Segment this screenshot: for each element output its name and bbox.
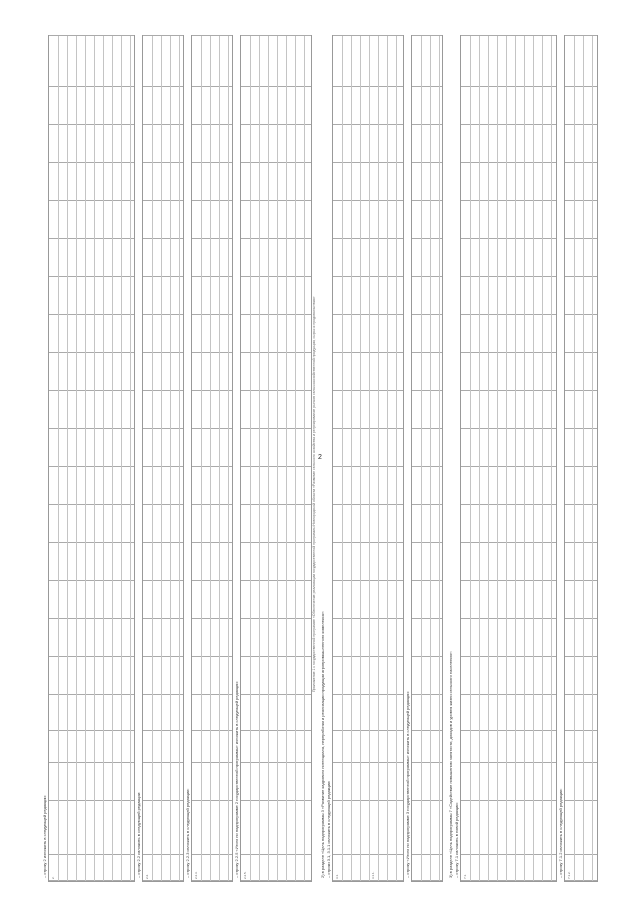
grid-column-line: [333, 162, 403, 163]
grid-row-line: [387, 36, 388, 881]
grid-column-line: [192, 800, 232, 801]
grid-column-line: [192, 466, 232, 467]
grid-column-line: [333, 800, 403, 801]
grid-row-line: [201, 36, 202, 881]
header-note: Приложение 1 к государственной программе «Обеспечение реализации государственной программы Новгородской области «Развитие сельского хозяйства и регулирование рынков сельскохозяйственной продукции, сырья и продовольствия»: [312, 296, 316, 692]
grid-column-line: [143, 618, 183, 619]
table-row-3-1: [332, 35, 404, 882]
grid-column-line: [143, 762, 183, 763]
grid-column-line: [143, 428, 183, 429]
grid-row-line: [304, 36, 305, 881]
grid-column-line: [192, 730, 232, 731]
grid-row-line: [250, 36, 251, 881]
table-row-2-2-5: [240, 35, 312, 882]
grid-column-line: [333, 86, 403, 87]
grid-row-line: [210, 36, 211, 881]
grid-column-line: [241, 694, 311, 695]
grid-column-line: [143, 656, 183, 657]
caption-row-2: – строку 2 изложить в следующей редакции:: [42, 795, 47, 878]
grid-column-line: [333, 276, 403, 277]
grid-column-line: [143, 580, 183, 581]
grid-column-line: [192, 656, 232, 657]
grid-column-line: [412, 86, 442, 87]
grid-row-line: [369, 36, 370, 881]
grid-column-line: [241, 352, 311, 353]
caption-row-7-1: – строку 7.1 изложить в новой редакции:: [454, 802, 459, 878]
grid-row-line: [470, 36, 471, 881]
grid-row-line: [76, 36, 77, 881]
caption-row-2-2: – строку 2.2 изложить в следующей редакции:: [136, 791, 141, 878]
grid-column-line: [333, 466, 403, 467]
grid-column-line: [412, 352, 442, 353]
table-total-3: [411, 35, 443, 882]
grid-row-line: [360, 36, 361, 881]
grid-column-line: [333, 504, 403, 505]
grid-column-line: [412, 854, 442, 855]
grid-column-line: [192, 580, 232, 581]
grid-column-line: [192, 352, 232, 353]
grid-row-line: [259, 36, 260, 881]
grid-row-line: [506, 36, 507, 881]
grid-row-line: [103, 36, 104, 881]
grid-column-line: [192, 428, 232, 429]
grid-column-line: [143, 276, 183, 277]
grid-column-line: [143, 35, 183, 36]
grid-row-line: [277, 36, 278, 881]
grid-column-line: [412, 730, 442, 731]
row-code: 2.: [51, 876, 55, 879]
grid-column-line: [192, 694, 232, 695]
row-code: 7.1.2.: [567, 871, 571, 879]
grid-column-line: [241, 35, 311, 36]
grid-row-line: [295, 36, 296, 881]
grid-column-line: [192, 86, 232, 87]
grid-column-line: [333, 880, 403, 881]
grid-column-line: [192, 880, 232, 881]
grid-column-line: [143, 314, 183, 315]
row-code: 3.1.1.: [371, 871, 375, 879]
grid-column-line: [412, 762, 442, 763]
grid-column-line: [143, 200, 183, 201]
grid-row-line: [583, 36, 584, 881]
grid-row-line: [551, 36, 552, 881]
grid-row-line: [542, 36, 543, 881]
grid-row-line: [94, 36, 95, 881]
caption-section-7: 3) в разделе «Цель подпрограммы 7 «Содействие повышению занятости, доходов и уровня жизни сельского населения»:: [448, 651, 453, 878]
grid-row-line: [515, 36, 516, 881]
grid-column-line: [192, 200, 232, 201]
row-code: 3.1.: [335, 873, 339, 879]
grid-column-line: [143, 86, 183, 87]
grid-column-line: [241, 200, 311, 201]
grid-column-line: [241, 86, 311, 87]
grid-row-line: [533, 36, 534, 881]
grid-column-line: [241, 730, 311, 731]
grid-row-line: [488, 36, 489, 881]
grid-column-line: [412, 618, 442, 619]
grid-row-line: [219, 36, 220, 881]
grid-column-line: [241, 656, 311, 657]
grid-column-line: [412, 580, 442, 581]
grid-column-line: [241, 880, 311, 881]
grid-column-line: [143, 352, 183, 353]
grid-column-line: [412, 162, 442, 163]
grid-column-line: [192, 618, 232, 619]
grid-row-line: [439, 36, 440, 881]
grid-column-line: [412, 800, 442, 801]
grid-row-line: [421, 36, 422, 881]
grid-column-line: [412, 542, 442, 543]
grid-column-line: [333, 124, 403, 125]
grid-column-line: [412, 390, 442, 391]
grid-column-line: [412, 314, 442, 315]
table-row-2-2: [142, 35, 184, 882]
grid-column-line: [143, 730, 183, 731]
grid-column-line: [143, 466, 183, 467]
grid-row-line: [286, 36, 287, 881]
grid-column-line: [143, 162, 183, 163]
page-number: 2: [318, 454, 322, 461]
grid-column-line: [241, 618, 311, 619]
grid-column-line: [192, 390, 232, 391]
grid-column-line: [192, 35, 232, 36]
grid-column-line: [412, 466, 442, 467]
grid-row-line: [396, 36, 397, 881]
grid-column-line: [241, 854, 311, 855]
grid-column-line: [192, 276, 232, 277]
grid-column-line: [412, 200, 442, 201]
grid-column-line: [412, 238, 442, 239]
grid-column-line: [241, 580, 311, 581]
grid-column-line: [333, 580, 403, 581]
grid-column-line: [333, 730, 403, 731]
grid-row-line: [430, 36, 431, 881]
grid-row-line: [351, 36, 352, 881]
grid-column-line: [241, 466, 311, 467]
grid-column-line: [192, 238, 232, 239]
grid-row-line: [152, 36, 153, 881]
grid-column-line: [412, 276, 442, 277]
row-code: 7.1.: [463, 873, 467, 879]
grid-column-line: [192, 124, 232, 125]
grid-column-line: [333, 314, 403, 315]
grid-column-line: [241, 162, 311, 163]
grid-column-line: [333, 656, 403, 657]
grid-column-line: [333, 390, 403, 391]
grid-column-line: [241, 390, 311, 391]
grid-column-line: [333, 854, 403, 855]
caption-row-2-2-3: – строку 2.2.3 изложить в следующей редакции:: [185, 788, 190, 878]
grid-row-line: [170, 36, 171, 881]
caption-section-3: 2) в разделе «Цель подпрограммы 3 «Развитие кадрового потенциала, переработки и реализации продукции агропромышленного комплекса»:: [320, 610, 325, 878]
caption-row-2-2-5: – строку 2.2.5 «Итого по подпрограмме 2 государственной программы» изложить в следующей редакции:: [234, 681, 239, 878]
caption-row-7-1-2: – строку 7.1.2 изложить в следующей редакции:: [558, 788, 563, 878]
grid-row-line: [268, 36, 269, 881]
grid-column-line: [412, 124, 442, 125]
grid-column-line: [143, 694, 183, 695]
grid-column-line: [333, 694, 403, 695]
grid-column-line: [192, 314, 232, 315]
grid-column-line: [412, 428, 442, 429]
grid-row-line: [342, 36, 343, 881]
grid-column-line: [143, 542, 183, 543]
grid-column-line: [241, 276, 311, 277]
grid-column-line: [143, 390, 183, 391]
row-code: 2.2.3.: [194, 871, 198, 879]
grid-column-line: [412, 504, 442, 505]
grid-column-line: [143, 880, 183, 881]
grid-column-line: [241, 762, 311, 763]
grid-column-line: [143, 124, 183, 125]
grid-row-line: [112, 36, 113, 881]
grid-column-line: [412, 880, 442, 881]
grid-column-line: [333, 618, 403, 619]
grid-column-line: [333, 200, 403, 201]
grid-column-line: [241, 124, 311, 125]
table-row-2-2-3: [191, 35, 233, 882]
grid-row-line: [161, 36, 162, 881]
grid-column-line: [241, 542, 311, 543]
caption-row-3-1: – строки 3.1, 3.1.1 изложить в следующей редакции:: [326, 780, 331, 878]
grid-row-line: [130, 36, 131, 881]
grid-column-line: [412, 694, 442, 695]
grid-column-line: [241, 800, 311, 801]
grid-row-line: [179, 36, 180, 881]
grid-column-line: [333, 35, 403, 36]
grid-row-line: [497, 36, 498, 881]
grid-row-line: [524, 36, 525, 881]
grid-column-line: [192, 542, 232, 543]
table-row-2: [48, 35, 135, 882]
grid-column-line: [241, 428, 311, 429]
grid-row-line: [121, 36, 122, 881]
caption-total-3: – строку «Итого по подпрограмме 3 государственной программы» изложить в следующей редакции:: [405, 691, 410, 878]
grid-column-line: [241, 504, 311, 505]
table-row-7-1-2: [564, 35, 598, 882]
grid-column-line: [241, 314, 311, 315]
grid-column-line: [241, 238, 311, 239]
grid-column-line: [192, 854, 232, 855]
grid-row-line: [67, 36, 68, 881]
rotated-document: [42, 37, 598, 882]
grid-column-line: [143, 504, 183, 505]
row-code: 2.2.5.: [243, 871, 247, 879]
grid-column-line: [192, 162, 232, 163]
grid-row-line: [85, 36, 86, 881]
grid-column-line: [333, 428, 403, 429]
grid-column-line: [143, 854, 183, 855]
grid-row-line: [228, 36, 229, 881]
grid-column-line: [333, 762, 403, 763]
grid-row-line: [574, 36, 575, 881]
grid-column-line: [143, 800, 183, 801]
grid-column-line: [412, 35, 442, 36]
grid-column-line: [143, 238, 183, 239]
grid-column-line: [333, 352, 403, 353]
grid-column-line: [333, 542, 403, 543]
grid-column-line: [333, 238, 403, 239]
grid-row-line: [479, 36, 480, 881]
grid-row-line: [592, 36, 593, 881]
grid-row-line: [378, 36, 379, 881]
grid-column-line: [192, 504, 232, 505]
row-code: 2.2.: [145, 873, 149, 879]
grid-row-line: [58, 36, 59, 881]
table-row-7-1: [460, 35, 557, 882]
grid-column-line: [192, 762, 232, 763]
grid-column-line: [412, 656, 442, 657]
